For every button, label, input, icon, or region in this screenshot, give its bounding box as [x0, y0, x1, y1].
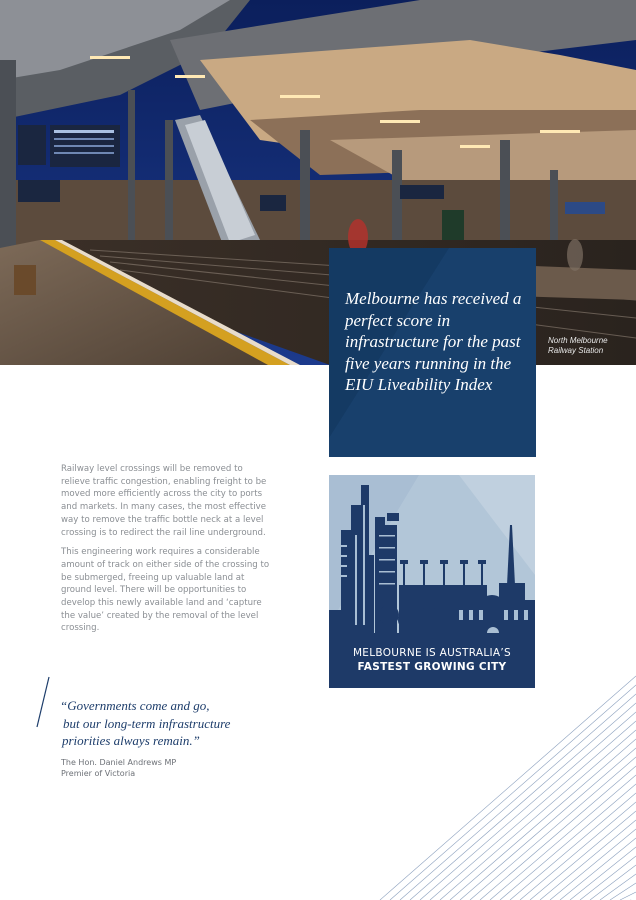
decor-line	[460, 748, 636, 900]
decor-line	[450, 739, 636, 900]
decor-line	[440, 730, 636, 900]
highlight-box	[329, 248, 536, 457]
decor-line	[410, 703, 636, 900]
decor-line	[560, 838, 636, 900]
decor-line	[520, 802, 636, 900]
body-paragraph-1: Railway level crossings will be removed to relieve traffic congestion, enabling freight to be moved more efficiently across the city to ports and markets. In many cases, the most effective way to remove the traffic bottle neck at a level crossing is to redirect the rail line underground.	[61, 464, 267, 538]
decor-line	[620, 892, 636, 900]
photo-caption	[548, 336, 632, 356]
decor-line	[510, 793, 636, 900]
decor-line	[400, 694, 636, 900]
photo-caption-line2: Railway Station	[548, 346, 604, 355]
growth-caption	[329, 646, 535, 674]
quote-author-title: Premier of Victoria	[61, 769, 136, 778]
decor-line	[570, 847, 636, 900]
quote-attribution	[61, 757, 176, 779]
growth-caption-line1: MELBOURNE IS AUSTRALIA’S	[352, 647, 512, 659]
decor-line	[600, 874, 636, 900]
decor-line	[380, 676, 636, 900]
decor-line	[590, 865, 636, 900]
body-copy	[61, 463, 271, 642]
decor-line	[430, 721, 636, 900]
decor-line	[390, 685, 636, 900]
quote-author-name: The Hon. Daniel Andrews MP	[61, 758, 177, 767]
highlight-text: Melbourne has received a perfect score in infrastructure for the past five years running in the EIU Liveability Index	[345, 289, 522, 394]
quote-slash-rule	[35, 676, 51, 728]
decor-line	[480, 766, 636, 900]
body-paragraph-2: This engineering work requires a considerable amount of track on either side of the crossing to be submerged, freeing up valuable land at ground level. There will be opportunities to develop this newly available land and ‘capture the value’ created by the removal of the level crossing.	[61, 547, 270, 634]
station-photo-illustration	[0, 0, 636, 365]
decor-line	[420, 712, 636, 900]
decor-line	[540, 820, 636, 900]
pull-quote	[60, 697, 260, 750]
decor-line	[500, 784, 636, 900]
decor-line	[580, 856, 636, 900]
decor-line	[470, 757, 636, 900]
decor-line	[550, 829, 636, 900]
quote-line-1: “Governments come and go,	[60, 698, 210, 713]
hero-photo	[0, 0, 636, 365]
growth-caption-line2: FASTEST GROWING CITY	[357, 661, 507, 673]
quote-line-2: but our long-term infrastructure	[63, 715, 231, 731]
photo-caption-line1: North Melbourne	[548, 336, 608, 345]
decor-line	[530, 811, 636, 900]
quote-line-3: priorities always remain.”	[62, 733, 200, 748]
decor-line	[610, 883, 636, 900]
decor-line	[490, 775, 636, 900]
